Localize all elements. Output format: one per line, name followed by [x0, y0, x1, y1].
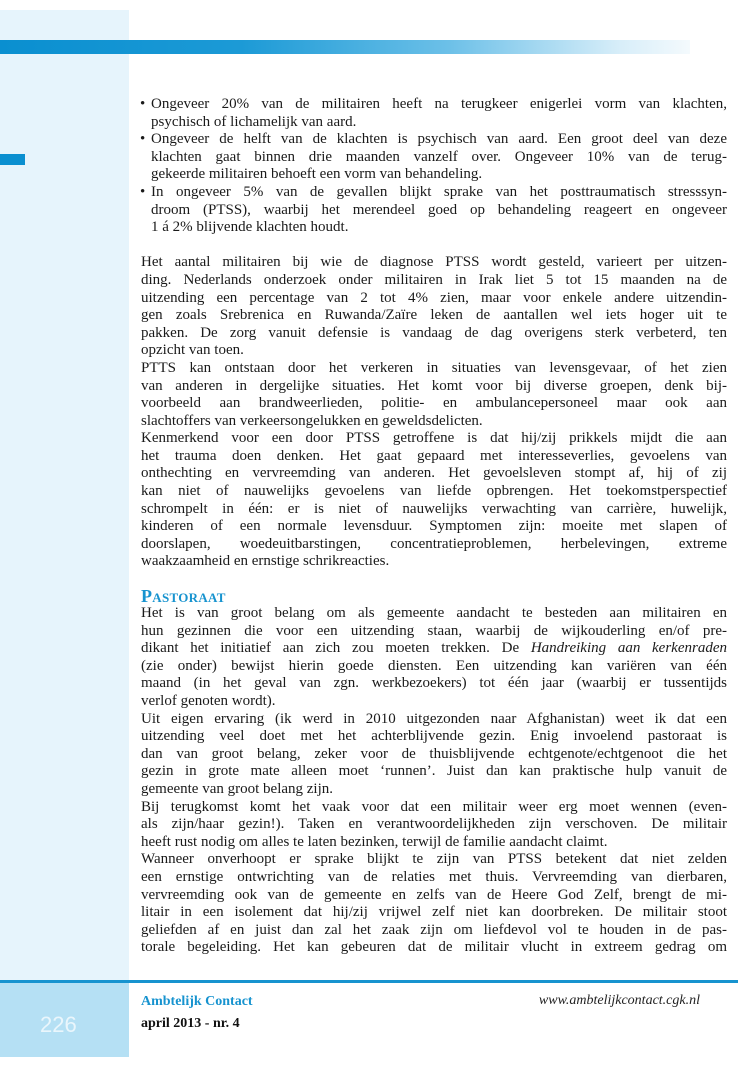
section-heading-pastoraat: Pastoraat	[141, 586, 226, 607]
text-line: klachten gaat binnen drie maanden vanzelf over. Ongeveer 10% van de terug-	[151, 148, 727, 165]
text-line: geliefden af en juist dan zal het zaak zijn om liefdevol vol te houden in de pas-	[141, 921, 727, 938]
bullet-list	[141, 96, 727, 237]
text-line: kan niet of nauwelijks gevoelens van liefde opbrengen. Het toekomstperspectief	[141, 483, 727, 500]
publication-title: Handreiking aan kerkenraden	[530, 640, 727, 657]
bullet-icon: •	[140, 183, 146, 200]
text-line: uitzending veel doet met het achterblijvende gezin. Enig invoelend pastoraat is	[141, 728, 727, 745]
text-line: kinderen of een normale levensduur. Symptomen zijn: moeite met slapen of	[141, 518, 727, 535]
page-number: 226	[40, 1012, 77, 1037]
text-line: litair in een isolement dat hij/zij vrijwel zelf niet kan doorbreken. De militair stoot	[141, 904, 727, 921]
magazine-title: Ambtelijk Contact	[141, 994, 253, 1009]
text-line: Wanneer onverhoopt er sprake blijkt te zijn van PTSS betekent dat niet zelden	[141, 851, 727, 868]
side-marker	[0, 154, 25, 165]
text-line: gen zoals Srebrenica en Ruwanda/Zaïre leken de aantallen wel iets hoger uit te	[141, 307, 727, 324]
bullet-icon: •	[140, 96, 146, 112]
text-line: 1 á 2% blijvende klachten houdt.	[151, 219, 349, 236]
text-line: torale begeleiding. Het kan gebeuren dat de militair vlucht in extreem gedrag om	[141, 939, 727, 956]
paragraph	[141, 430, 727, 571]
bullet-item	[141, 96, 727, 131]
text-line: Uit eigen ervaring (ik werd in 2010 uitgezonden naar Afghanistan) weet ik dat een	[141, 710, 727, 727]
bullet-icon: •	[140, 131, 146, 148]
text-line: hun gezinnen die voor een uitzending staan, waarbij de wijkouderling en/of pre-	[141, 622, 727, 639]
text-line: verlof genoten wordt).	[141, 693, 276, 709]
text-line: psychisch of lichamelijk van aard.	[151, 113, 357, 130]
paragraph	[141, 605, 727, 711]
text-line: onthechting en vervreemding van anderen. Het gevoelsleven stompt af, hij of zij	[141, 465, 727, 482]
text-line: PTTS kan ontstaan door het verkeren in situaties van levensgevaar, of het zien	[141, 359, 727, 376]
text-line: Ongeveer 20% van de militairen heeft na terugkeer enigerlei vorm van klachten,	[151, 96, 727, 112]
text-line: slachtoffers van verkeersongelukken en geweldsdelicten.	[141, 412, 483, 429]
paragraph	[141, 711, 727, 799]
text-line: dan van groot belang, zeker voor de thuisblijvende echtgenote/echtgenoot die het	[141, 745, 727, 762]
section-ptss	[141, 254, 727, 571]
article-body	[141, 96, 727, 957]
header-gradient-bar	[0, 40, 690, 54]
text-line: van anderen in dergelijke situaties. Het komt voor bij diverse groepen, denk bij-	[141, 377, 727, 394]
paragraph	[141, 799, 727, 852]
text-line: doorslapen, woedeuitbarstingen, concentratieproblemen, herbelevingen, extreme	[141, 535, 727, 552]
spacer	[141, 237, 727, 255]
website-link[interactable]: www.ambtelijkcontact.cgk.nl	[538, 993, 700, 1008]
text-line: pakken. De zorg vanuit defensie is vandaag de dag overigens sterk verbeterd, ten	[141, 324, 727, 341]
text-span: dikant het initiatief aan zich zou moeten trekken. De	[141, 640, 531, 657]
text-line: Het aantal militairen bij wie de diagnose PTSS wordt gesteld, varieert per uitzen-	[141, 254, 727, 271]
text-line	[141, 640, 727, 658]
text-line: gemeente van groot belang zijn.	[141, 780, 334, 797]
text-line: heeft rust nodig om alles te laten bezinken, terwijl de familie aandacht claimt.	[141, 833, 608, 850]
text-line: een ernstige ontwrichting van de relaties met thuis. Vervreemding van dierbaren,	[141, 868, 727, 885]
paragraph	[141, 851, 727, 957]
text-line: Ongeveer de helft van de klachten is psychisch van aard. Een groot deel van deze	[151, 131, 727, 148]
text-line: maand (in het geval van zgn. werkbezoekers) tot één jaar (waarbij er tussentijds	[141, 675, 727, 692]
text-line: voorbeeld aan brandweerlieden, politie- en ambulancepersoneel maar ook aan	[141, 395, 727, 412]
text-line: Bij terugkomst komt het vaak voor dat een militair weer erg moet wennen (even-	[141, 798, 727, 815]
paragraph	[141, 360, 727, 430]
section-pastoraat	[141, 605, 727, 957]
text-line: Kenmerkend voor een door PTSS getroffene is dat hij/zij prikkels mijdt die aan	[141, 430, 727, 447]
bullet-item	[141, 184, 727, 237]
text-line: (zie onder) bewijst hierin goede diensten. Een uitzending kan variëren van één	[141, 657, 727, 674]
issue-label: april 2013 - nr. 4	[141, 1016, 240, 1031]
paragraph	[141, 254, 727, 360]
text-line: In ongeveer 5% van de gevallen blijkt sprake van het posttraumatisch stresssyn-	[151, 183, 727, 200]
text-line: ding. Nederlands onderzoek onder militairen in Irak liet 5 tot 15 maanden na de	[141, 271, 727, 288]
text-line: Het is van groot belang om als gemeente aandacht te besteden aan militairen en	[141, 605, 727, 622]
text-line: het trauma doen denken. Het gaat gepaard met interesseverlies, gevoelens van	[141, 447, 727, 464]
text-line: opzicht van toen.	[141, 342, 244, 359]
text-line: gezin in grote mate alleen moet ‘runnen’. Juist dan kan praktische hulp vanuit de	[141, 763, 727, 780]
text-line: schrompelt in één: er is niet of nauwelijks verwachting van carrière, huwelijk,	[141, 500, 727, 517]
text-line: als zijn/haar gezin!). Taken en verantwoordelijkheden zijn verschoven. De militair	[141, 816, 727, 833]
text-line: waakzaamheid en ernstige schrikreacties.	[141, 553, 390, 570]
text-line: droom (PTSS), waarbij het merendeel goed op behandeling reageert en ongeveer	[151, 201, 727, 218]
text-line: uitzending een percentage van 2 tot 4% zien, maar voor enkele andere uitzendin-	[141, 289, 727, 306]
text-line: gekeerde militairen behoeft een vorm van behandeling.	[151, 166, 483, 183]
text-line: vervreemding ook van de gemeente en zelfs van de Heere God Zelf, brengt de mi-	[141, 886, 727, 903]
bullet-item	[141, 131, 727, 184]
